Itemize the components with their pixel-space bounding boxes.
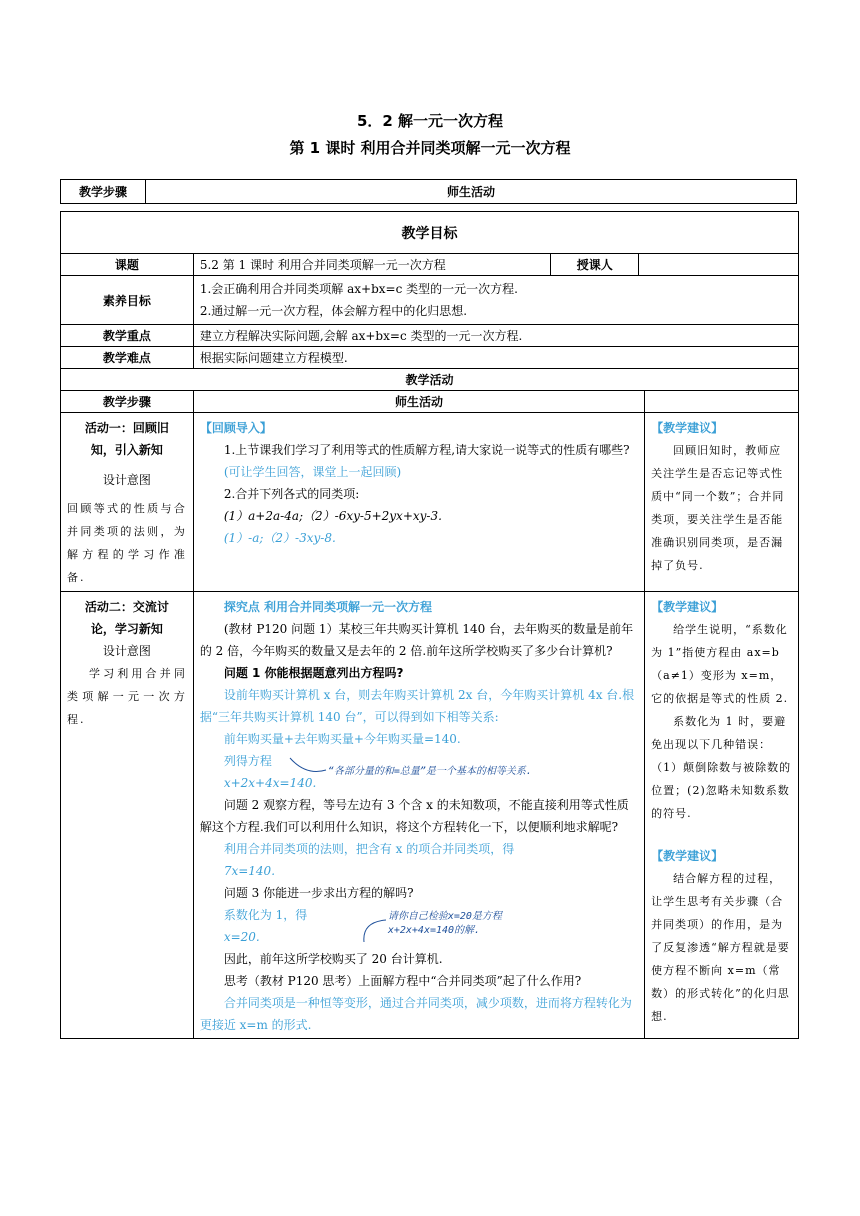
activity2-explore: 探究点 利用合并同类项解一元一次方程	[223, 600, 433, 614]
top-header-table	[60, 179, 797, 204]
diff-label: 教学难点	[61, 347, 194, 369]
activity2-design-text: 学习利用合并同类项解一元一次方程.	[67, 667, 187, 726]
activity2-a3: 系数化为 1，得	[223, 908, 308, 922]
key-label: 教学重点	[61, 325, 194, 347]
activity2-title-2: 论，学习新知	[90, 622, 163, 636]
activity1-suggestion	[645, 413, 799, 592]
key-value: 建立方程解决实际问题,会解 ax+bx=c 类型的一元一次方程.	[193, 325, 798, 347]
activity2-q3: 问题 3 你能进一步求出方程的解吗?	[223, 886, 414, 900]
activity2-listeq: 列得方程	[223, 754, 272, 768]
activity1-q2-answer: (1）-a;（2）-3xy-8.	[223, 531, 336, 545]
activity2-a1: 设前年购买计算机 x 台，则去年购买计算机 2x 台，今年购买计算机 4x 台.根据“三年共购买计算机 140 台”，可以得到如下相等关系:	[199, 688, 635, 724]
activity2-left	[61, 592, 194, 1039]
note2-handwritten	[388, 910, 502, 938]
note2-line2: x+2x+4x=140的解.	[387, 925, 481, 936]
note2-arrow	[360, 914, 390, 944]
activity2-problem: (教材 P120 问题 1）某校三年共购买计算机 140 台，去年购买的数量是前年的 2 倍，今年购买的数量又是去年的 2 倍.前年这所学校购买了多少台计算机?	[199, 622, 634, 658]
activity2-eq: x+2x+4x=140.	[223, 776, 317, 790]
activities-header-step: 教学步骤	[61, 391, 194, 413]
activities-heading: 教学活动	[61, 369, 799, 391]
activity2-sug1-text1: 给学生说明，“系数化为 1”指使方程由 ax=b（a≠1）变形为 x=m，它的依据是等式的性质 2.	[651, 623, 789, 705]
activity2-content	[193, 592, 644, 1039]
literacy-item-1: 1.会正确利用合并同类项解 ax+bx=c 类型的一元一次方程.	[199, 282, 518, 296]
diff-value: 根据实际问题建立方程模型.	[193, 347, 798, 369]
topic-label: 课题	[61, 254, 194, 276]
activity2-q2: 问题 2 观察方程，等号左边有 3 个含 x 的未知数项，不能直接利用等式性质解这个方程.我们可以利用什么知识，将这个方程转化一下，以便顺利地求解呢?	[199, 798, 629, 834]
activity2-sug1-text2: 系数化为 1 时，要避免出现以下几种错误：（1）颠倒除数与被除数的位置；(2)忽略未知数系数的符号.	[651, 715, 792, 820]
activity1-design-label: 设计意图	[102, 473, 151, 487]
activity2-design-label: 设计意图	[102, 644, 151, 658]
activity2-a3-eq: x=20.	[223, 930, 260, 944]
activity2-think-answer: 合并同类项是一种恒等变形，通过合并同类项，减少项数，进而将方程转化为更接近 x=m 的形式.	[199, 996, 632, 1032]
note1-handwritten: “各部分量的和=总量”是一个基本的相等关系.	[327, 766, 532, 777]
lesson-table	[60, 211, 799, 1039]
activity2-title-1: 活动二：交流讨	[84, 600, 169, 614]
activity1-title-2: 知，引入新知	[90, 443, 163, 457]
activity2-sug2-tag: 【教学建议】	[651, 849, 724, 863]
activity1-q1: 1.上节课我们学习了利用等式的性质解方程,请大家说一说等式的性质有哪些?	[223, 443, 630, 457]
activity2-a2: 利用合并同类项的法则，把含有 x 的项合并同类项，得	[223, 842, 515, 856]
header-step: 教学步骤	[61, 180, 146, 204]
activity1-q2: 2.合并下列各式的同类项:	[223, 487, 360, 501]
activity2-a2-eq: 7x=140.	[223, 864, 276, 878]
activity1-content	[193, 413, 644, 592]
header-activity: 师生活动	[146, 180, 797, 204]
literacy-label: 素养目标	[61, 276, 194, 325]
activity1-q1-hint: (可让学生回答，课堂上一起回顾)	[223, 465, 402, 479]
activity2-sug1-tag: 【教学建议】	[651, 600, 724, 614]
objectives-heading: 教学目标	[61, 212, 799, 254]
activity1-title-1: 活动一：回顾旧	[84, 421, 169, 435]
activity2-q1: 问题 1 你能根据题意列出方程吗?	[223, 666, 404, 680]
activity2-suggestion	[645, 592, 799, 1039]
activity1-design-text: 回顾等式的性质与合并同类项的法则，为解方程的学习作准备.	[67, 502, 187, 584]
activity1-sug-text: 回顾旧知时，教师应关注学生是否忘记等式性质中“同一个数”；合并同类项，要关注学生是否能准确识别同类项，是否漏掉了负号.	[651, 444, 785, 572]
activity1-left	[61, 413, 194, 592]
activity1-section-tag: 【回顾导入】	[199, 421, 272, 435]
activity2-think: 思考（教材 P120 思考）上面解方程中“合并同类项”起了什么作用?	[223, 974, 582, 988]
activity1-q2-expr: (1）a+2a-4a;（2）-6xy-5+2yx+xy-3.	[223, 509, 442, 523]
activities-header-activity: 师生活动	[193, 391, 644, 413]
activity2-relation: 前年购买量+去年购买量+今年购买量=140.	[223, 732, 461, 746]
note1-arrow	[288, 754, 328, 778]
teacher-label: 授课人	[551, 254, 639, 276]
teacher-value	[639, 254, 799, 276]
activity1-sug-tag: 【教学建议】	[651, 421, 724, 435]
literacy-item-2: 2.通过解一元一次方程，体会解方程中的化归思想.	[199, 304, 468, 318]
topic-value: 5.2 第 1 课时 利用合并同类项解一元一次方程	[193, 254, 550, 276]
doc-title: 5．2 解一元一次方程	[356, 112, 504, 130]
note2-line1: 请你自己检验x=20是方程	[387, 911, 502, 922]
activity2-sug2-text: 结合解方程的过程，让学生思考有关步骤（合并同类项）的作用，是为了反复渗透“解方程就是要使方程不断向 x=m（常数）的形式转化”的化归思想.	[651, 872, 790, 1023]
activity2-conclusion: 因此，前年这所学校购买了 20 台计算机.	[223, 952, 443, 966]
doc-subtitle: 第 1 课时 利用合并同类项解一元一次方程	[289, 139, 571, 157]
